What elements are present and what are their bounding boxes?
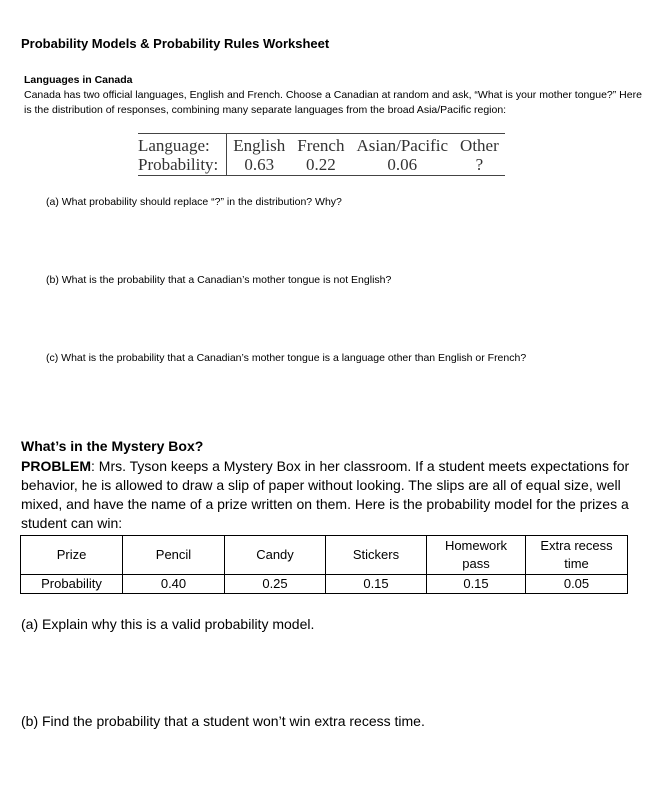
row-label-prize: Prize (21, 536, 123, 575)
probability-cell: ? (454, 155, 505, 176)
prize-name: Candy (256, 547, 294, 562)
problem-statement (21, 457, 651, 533)
worksheet-title: Probability Models & Probability Rules Worksheet (21, 36, 330, 51)
prize-name: Stickers (352, 547, 400, 562)
probability-cell: 0.06 (350, 155, 454, 176)
row-label-probability: Probability (21, 575, 123, 594)
section-heading-mystery-box: What’s in the Mystery Box? (21, 438, 204, 454)
table-row (21, 536, 628, 575)
row-label-language: Language: (138, 134, 227, 156)
language-cell: Other (454, 134, 505, 156)
probability-cell: 0.22 (291, 155, 350, 176)
prize-cell (123, 536, 225, 575)
prize-cell (225, 536, 326, 575)
prize-name-line: time (564, 556, 589, 571)
section-intro-languages: Canada has two official languages, English and French. Choose a Canadian at random and ask, “What is your mother tongue?” Here is the distribution of responses, combining many separate languages from the broad Asia/Pacific region: (24, 89, 642, 116)
problem-text: : Mrs. Tyson keeps a Mystery Box in her classroom. If a student meets expectations for behavior, he is allowed to draw a slip of paper without looking. The slips are all of equal size, well mixed, and have the name of a prize written on them. Here is the probability model for the prizes a student can win: (21, 458, 630, 531)
question-c-languages: (c) What is the probability that a Canadian’s mother tongue is a language other than English or French? (46, 352, 527, 364)
prize-name-line: Homework (444, 538, 508, 553)
prize-name: Pencil (155, 547, 192, 562)
table-row (138, 155, 505, 176)
prize-probability-table (20, 535, 628, 594)
language-cell: French (291, 134, 350, 156)
prize-name-line: Extra recess (540, 538, 613, 553)
table-row (21, 575, 628, 594)
prize-cell (427, 536, 526, 575)
probability-cell: 0.25 (225, 575, 326, 594)
probability-cell: 0.40 (123, 575, 225, 594)
row-label-probability: Probability: (138, 155, 227, 176)
probability-cell: 0.05 (526, 575, 628, 594)
language-cell: English (227, 134, 291, 156)
question-a-languages: (a) What probability should replace “?” in the distribution? Why? (46, 196, 342, 208)
probability-cell: 0.15 (326, 575, 427, 594)
table-row (138, 134, 505, 156)
language-cell: Asian/Pacific (350, 134, 454, 156)
problem-label: PROBLEM (21, 458, 91, 474)
prize-cell (526, 536, 628, 575)
section-heading-languages: Languages in Canada (24, 74, 133, 86)
probability-cell: 0.15 (427, 575, 526, 594)
question-b-languages: (b) What is the probability that a Canadian’s mother tongue is not English? (46, 274, 392, 286)
prize-cell (326, 536, 427, 575)
probability-cell: 0.63 (227, 155, 291, 176)
language-distribution-table (138, 133, 505, 176)
question-a-mystery-box: (a) Explain why this is a valid probability model. (21, 616, 315, 632)
question-b-mystery-box: (b) Find the probability that a student won’t win extra recess time. (21, 713, 425, 729)
prize-name-line: pass (462, 556, 490, 571)
